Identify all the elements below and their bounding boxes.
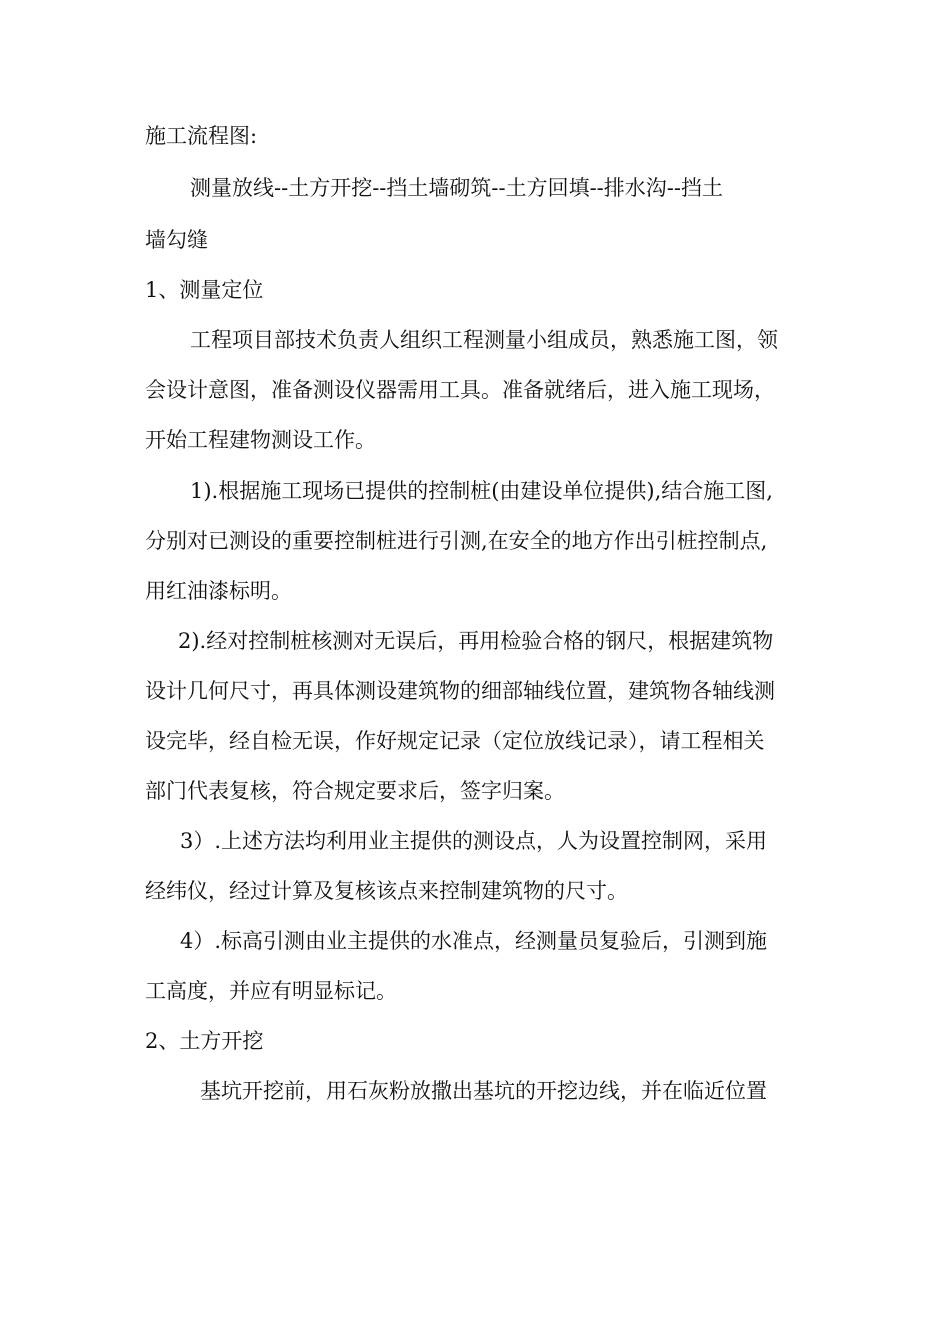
section-heading-survey-positioning: 1、测量定位 — [145, 278, 264, 302]
list-item-4-line: 4）.标高引测由业主提供的水准点，经测量员复验后，引测到施 — [180, 929, 768, 953]
flowchart-steps-line-1: 测量放线--土方开挖--挡土墙砌筑--土方回填--排水沟--挡土 — [190, 176, 723, 200]
list-item-2-line: 设完毕，经自检无误，作好规定记录（定位放线记录），请工程相关 — [145, 729, 765, 753]
paragraph-line: 基坑开挖前，用石灰粉放撒出基坑的开挖边线，并在临近位置 — [200, 1079, 767, 1103]
list-item-4-line: 工高度，并应有明显标记。 — [145, 979, 397, 1003]
paragraph-line: 会设计意图，准备测设仪器需用工具。准备就绪后，进入施工现场， — [145, 378, 775, 402]
paragraph-line: 工程项目部技术负责人组织工程测量小组成员，熟悉施工图，领 — [190, 328, 778, 352]
list-item-1-line: 用红油漆标明。 — [145, 579, 292, 603]
list-item-2-line: 设计几何尺寸，再具体测设建筑物的细部轴线位置，建筑物各轴线测 — [145, 679, 775, 703]
list-item-1-line: 分别对已测设的重要控制桩进行引测,在安全的地方作出引桩控制点, — [145, 529, 768, 553]
list-item-3-line: 经纬仪，经过计算及复核该点来控制建筑物的尺寸。 — [145, 879, 628, 903]
list-item-2-line: 部门代表复核，符合规定要求后，签字归案。 — [145, 779, 565, 803]
list-item-1-line: 1).根据施工现场已提供的控制桩(由建设单位提供),结合施工图, — [190, 479, 773, 503]
list-item-2-line: 2).经对控制桩核测对无误后，再用检验合格的钢尺，根据建筑物 — [178, 629, 774, 653]
section-heading-earthwork-excavation: 2、土方开挖 — [145, 1029, 264, 1053]
list-item-3-line: 3）.上述方法均利用业主提供的测设点，人为设置控制网，采用 — [180, 829, 768, 853]
paragraph-line: 开始工程建物测设工作。 — [145, 428, 376, 452]
flowchart-steps-line-2: 墙勾缝 — [145, 228, 208, 252]
flowchart-heading: 施工流程图: — [145, 124, 258, 148]
